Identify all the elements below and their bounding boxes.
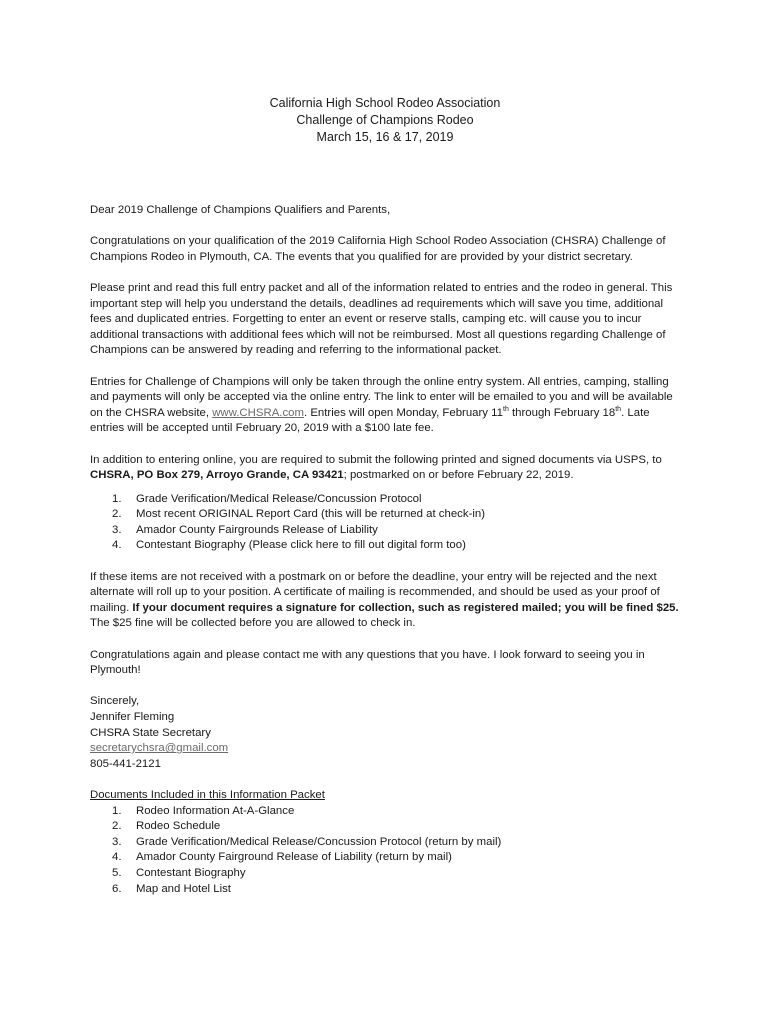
paragraph-postmark: If these items are not received with a postmark on or before the deadline, your entry will be rejected and the next alternate will roll up to your position. A certificate of mailing is recommended, and should be used as your proof of mailing. If your document requires a signature for collection, such as registered mailed; you will be fined $25. The $25 fine will be collected before you are allowed to check in. xyxy=(90,570,679,630)
packet-documents-list xyxy=(90,804,680,898)
event-dates: March 15, 16 & 17, 2019 xyxy=(316,130,454,144)
list-item: 1. Rodeo Information At-A-Glance xyxy=(112,804,295,817)
list-item: 4. Contestant Biography (Please click here to fill out digital form too) xyxy=(112,539,466,552)
list-item: 3. Amador County Fairgrounds Release of Liability xyxy=(112,523,378,536)
paragraph-congratulations: Congratulations on your qualification of the 2019 California High School Rodeo Association (CHSRA) Challenge of Champions Rodeo in Plymouth, CA. The events that you qualified for are provided by your district secretary. xyxy=(90,235,666,263)
org-name: California High School Rodeo Association xyxy=(269,96,501,110)
email-link[interactable]: secretarychsra@gmail.com xyxy=(90,742,229,755)
list-item: 2. Most recent ORIGINAL Report Card (this will be returned at check-in) xyxy=(112,508,486,521)
list-item: 5. Contestant Biography xyxy=(112,866,246,879)
letter-body xyxy=(90,203,680,897)
salutation: Dear 2019 Challenge of Champions Qualifiers and Parents, xyxy=(90,204,391,216)
fine-warning: If your document requires a signature for collection, such as registered mailed; you will be fined $25. xyxy=(132,601,679,614)
paragraph-mail-documents: In addition to entering online, you are required to submit the following printed and signed documents via USPS, to CHSRA, PO Box 279, Arroyo Grande, CA 93421; postmarked on or before February 22, 2019. xyxy=(90,453,662,482)
list-item: 6. Map and Hotel List xyxy=(112,882,231,895)
paragraph-online-entries: Entries for Challenge of Champions will only be taken through the online entry system. All entries, camping, stalling and payments will only be accepted via the online entry. The link to enter will be emailed to you and will be available on the CHSRA website, www.CHSRA.com. Entries will open Monday, February 11th through February 18th. Late entries will be accepted until February 20, 2019 with a $100 late fee. xyxy=(90,375,673,435)
list-item: 3. Grade Verification/Medical Release/Concussion Protocol (return by mail) xyxy=(112,835,502,848)
letterhead xyxy=(0,95,770,146)
packet-title: Documents Included in this Information Packet xyxy=(90,788,325,801)
mailing-address: CHSRA, PO Box 279, Arroyo Grande, CA 93421 xyxy=(90,469,344,482)
list-item: 4. Amador County Fairground Release of Liability (return by mail) xyxy=(112,851,452,864)
signature-block xyxy=(90,694,680,772)
list-item: 1. Grade Verification/Medical Release/Concussion Protocol xyxy=(112,492,422,505)
paragraph-closing: Congratulations again and please contact me with any questions that you have. I look forward to seeing you in Plymouth! xyxy=(90,648,645,677)
signer-title: CHSRA State Secretary xyxy=(90,726,211,739)
signer-name: Jennifer Fleming xyxy=(90,711,175,723)
phone-number: 805-441-2121 xyxy=(90,757,161,770)
closing: Sincerely, xyxy=(90,695,140,708)
required-documents-list xyxy=(90,492,680,554)
chsra-website-link[interactable]: www.CHSRA.com xyxy=(212,406,304,419)
list-item: 2. Rodeo Schedule xyxy=(112,820,221,833)
event-name: Challenge of Champions Rodeo xyxy=(296,113,474,127)
paragraph-instructions: Please print and read this full entry packet and all of the information related to entries and the rodeo in general. This important step will help you understand the details, deadlines ad requirements which will save you time, additional fees and duplicated entries. Forgetting to enter an event or reserve stalls, camping etc. will cause you to incur additional transactions with additional fees which will not be reimbursed. Most all questions regarding Challenge of Champions can be answered by reading and referring to the informational packet. xyxy=(90,281,673,357)
